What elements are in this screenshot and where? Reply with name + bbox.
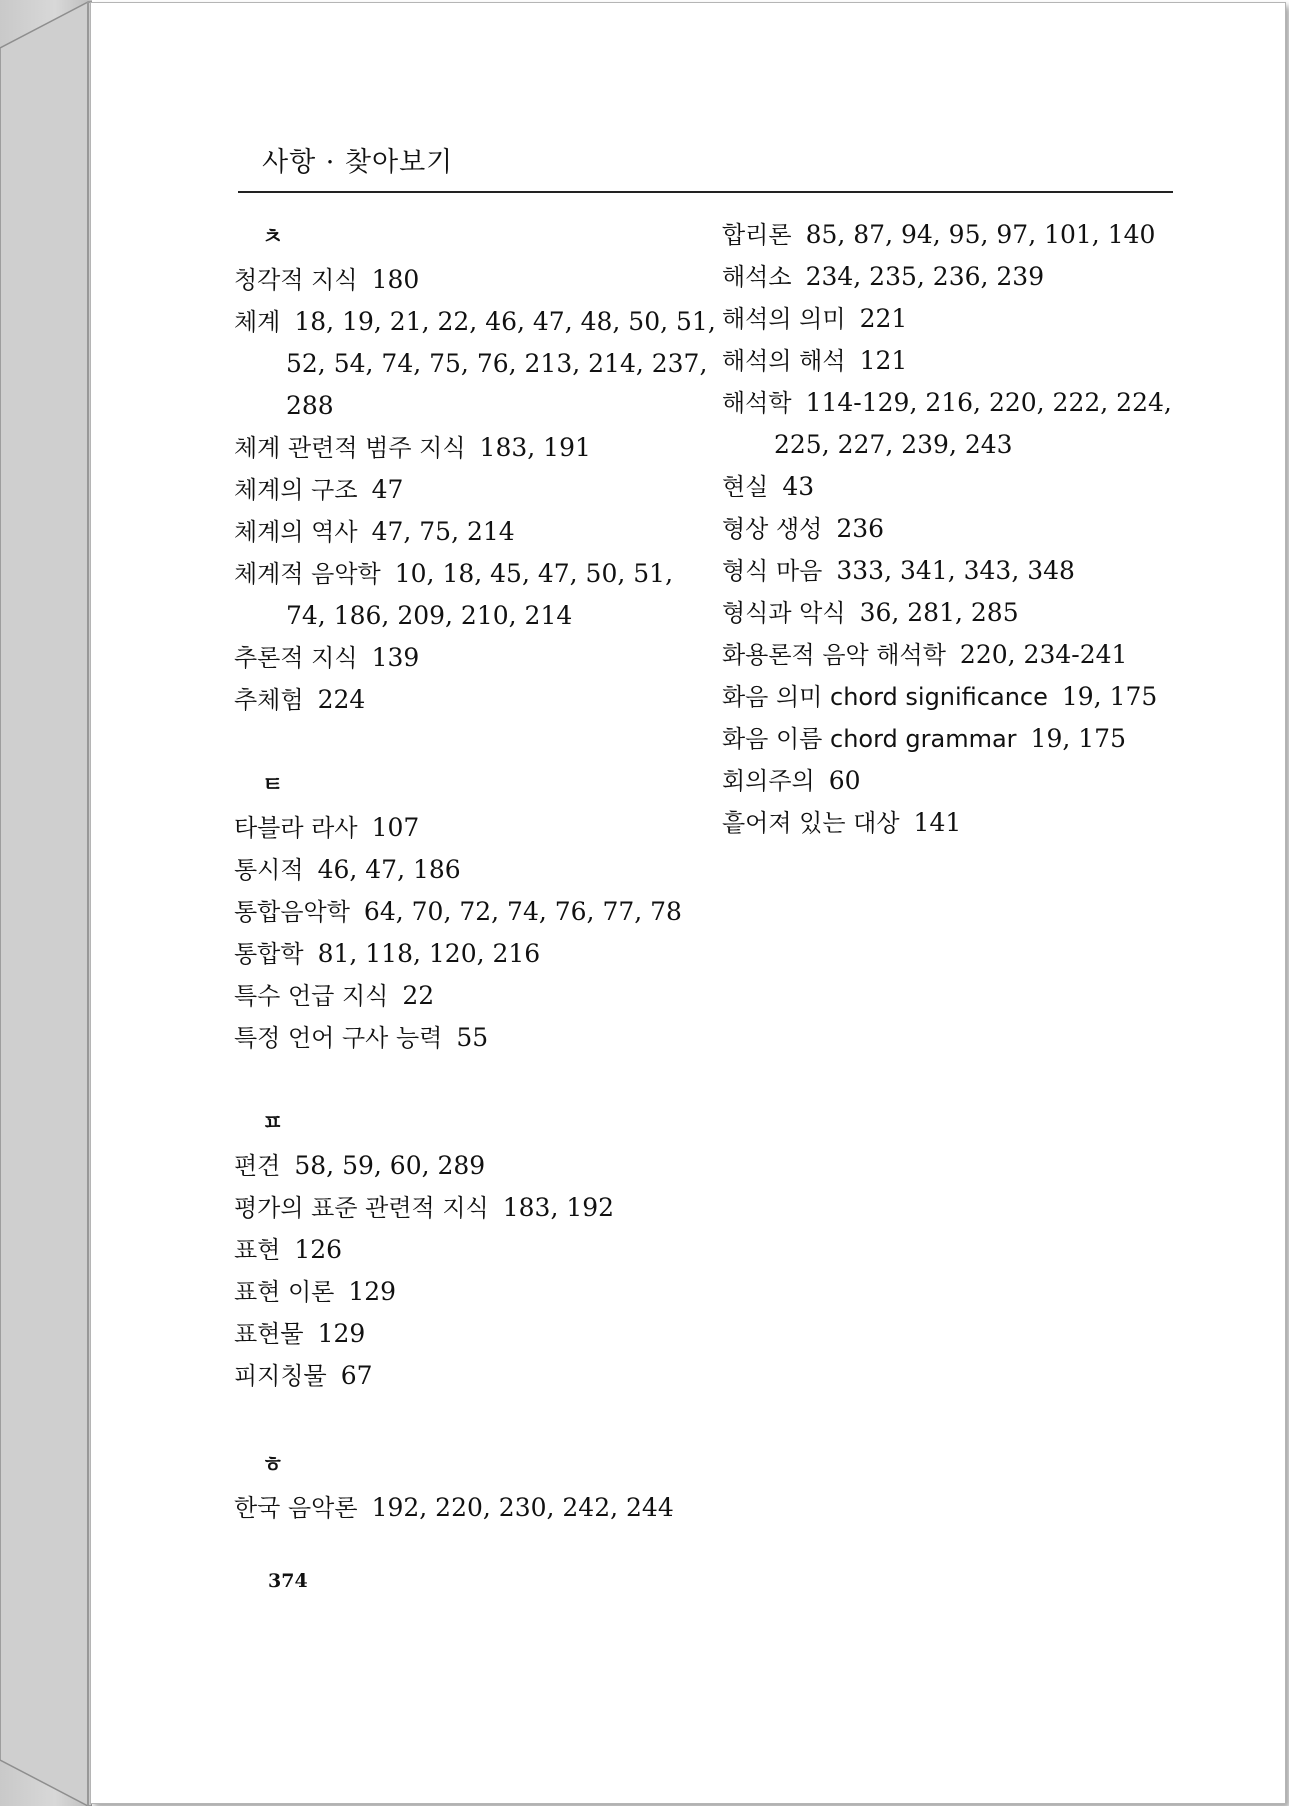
index-entry — [234, 1187, 614, 1229]
index-entry — [722, 508, 884, 550]
index-term: 화음 의미 chord significance — [722, 683, 1048, 711]
index-entry — [234, 975, 434, 1017]
index-pages: 85, 87, 94, 95, 97, 101, 140 — [805, 220, 1156, 249]
index-pages: 58, 59, 60, 289 — [294, 1151, 486, 1180]
index-term: 추체험 — [234, 686, 304, 714]
index-term: 표현 이론 — [234, 1278, 335, 1306]
index-term: 추론적 지식 — [234, 644, 358, 672]
section-letter: ㅎ — [262, 1452, 284, 1478]
index-pages-continued: 225, 227, 239, 243 — [774, 430, 1013, 459]
index-term: 통합학 — [234, 940, 304, 968]
index-term: 특정 언어 구사 능력 — [234, 1024, 443, 1052]
index-entry — [234, 849, 461, 891]
index-entry — [234, 637, 419, 679]
index-term: 화용론적 음악 해석학 — [722, 641, 946, 669]
index-pages: 55 — [456, 1023, 489, 1052]
index-pages: 180 — [371, 265, 420, 294]
index-entry — [722, 634, 1127, 676]
index-entry — [722, 340, 907, 382]
index-pages: 47, 75, 214 — [371, 517, 515, 546]
index-term: 합리론 — [722, 221, 792, 249]
index-pages-continued: 288 — [286, 391, 334, 420]
index-entry — [722, 802, 961, 844]
index-term: 체계적 음악학 — [234, 560, 381, 588]
index-entry — [234, 301, 716, 427]
index-term: 한국 음악론 — [234, 1494, 358, 1522]
index-pages: 192, 220, 230, 242, 244 — [371, 1493, 674, 1522]
index-entry — [722, 382, 1172, 466]
index-term: 체계 관련적 범주 지식 — [234, 434, 466, 462]
index-entry — [234, 891, 682, 933]
index-entry — [234, 1229, 342, 1271]
index-entry — [722, 760, 861, 802]
index-term: 통합음악학 — [234, 898, 350, 926]
book-spine — [0, 0, 92, 1806]
index-entry — [234, 1017, 488, 1059]
index-pages: 126 — [294, 1235, 343, 1264]
index-term: 특수 언급 지식 — [234, 982, 389, 1010]
index-term: 피지칭물 — [234, 1362, 327, 1390]
index-term: 화음 이름 chord grammar — [722, 725, 1017, 753]
index-entry — [234, 1145, 485, 1187]
index-pages: 22 — [402, 981, 435, 1010]
section-letter: ㅍ — [262, 1110, 284, 1136]
index-pages: 236 — [836, 514, 885, 543]
index-pages: 64, 70, 72, 74, 76, 77, 78 — [363, 897, 682, 926]
spine-edge — [0, 0, 92, 1806]
index-pages: 81, 118, 120, 216 — [317, 939, 541, 968]
index-pages: 183, 192 — [502, 1193, 615, 1222]
index-entry — [722, 676, 1157, 718]
index-pages: 47 — [371, 475, 404, 504]
index-pages: 333, 341, 343, 348 — [836, 556, 1075, 585]
index-term: 체계 — [234, 308, 281, 336]
index-term: 형상 생성 — [722, 515, 823, 543]
index-term: 해석학 — [722, 389, 792, 417]
index-entry — [234, 553, 673, 637]
index-entry — [722, 214, 1155, 256]
index-pages: 139 — [371, 643, 420, 672]
index-term: 표현 — [234, 1236, 281, 1264]
index-pages: 129 — [317, 1319, 366, 1348]
index-entry — [234, 1355, 373, 1397]
index-entry — [234, 679, 365, 721]
index-pages: 43 — [782, 472, 815, 501]
index-term: 타블라 라사 — [234, 814, 358, 842]
index-pages: 10, 18, 45, 47, 50, 51, — [394, 559, 674, 588]
index-term: 청각적 지식 — [234, 266, 358, 294]
index-entry — [234, 1487, 674, 1529]
index-entry — [234, 1313, 365, 1355]
index-pages: 46, 47, 186 — [317, 855, 461, 884]
index-term: 형식과 악식 — [722, 599, 846, 627]
index-entry — [722, 466, 814, 508]
index-pages: 224 — [317, 685, 366, 714]
index-term: 해석의 해석 — [722, 347, 846, 375]
index-pages-continued: 52, 54, 74, 75, 76, 213, 214, 237, — [286, 349, 708, 378]
page-number: 374 — [268, 1570, 308, 1592]
running-header: 사항 · 찾아보기 — [262, 147, 454, 178]
index-term: 표현물 — [234, 1320, 304, 1348]
index-term: 편견 — [234, 1152, 281, 1180]
index-term: 평가의 표준 관련적 지식 — [234, 1194, 489, 1222]
index-pages: 60 — [828, 766, 861, 795]
index-pages: 234, 235, 236, 239 — [805, 262, 1045, 291]
index-entry — [722, 298, 907, 340]
index-entry — [234, 259, 419, 301]
index-entry — [722, 550, 1075, 592]
index-term: 해석소 — [722, 263, 792, 291]
index-pages: 114-129, 216, 220, 222, 224, — [805, 388, 1172, 417]
index-entry — [722, 256, 1044, 298]
index-term: 체계의 역사 — [234, 518, 358, 546]
index-pages: 183, 191 — [479, 433, 591, 462]
index-pages: 18, 19, 21, 22, 46, 47, 48, 50, 51, — [294, 307, 716, 336]
index-entry — [722, 592, 1019, 634]
section-letter: ㅌ — [262, 772, 284, 798]
index-pages: 19, 175 — [1030, 724, 1126, 753]
index-term: 해석의 의미 — [722, 305, 846, 333]
index-term: 현실 — [722, 473, 769, 501]
index-entry — [234, 427, 591, 469]
index-pages: 19, 175 — [1061, 682, 1158, 711]
index-entry — [234, 807, 419, 849]
index-entry — [234, 469, 403, 511]
index-pages: 141 — [913, 808, 962, 837]
index-term: 형식 마음 — [722, 557, 823, 585]
index-term: 통시적 — [234, 856, 304, 884]
index-entry — [234, 933, 540, 975]
index-term: 체계의 구조 — [234, 476, 358, 504]
index-pages: 121 — [859, 346, 908, 375]
index-pages: 36, 281, 285 — [859, 598, 1019, 627]
index-pages-continued: 74, 186, 209, 210, 214 — [286, 601, 573, 630]
index-term: 회의주의 — [722, 767, 815, 795]
index-pages: 221 — [859, 304, 908, 333]
section-letter: ㅊ — [262, 224, 284, 250]
index-pages: 220, 234-241 — [959, 640, 1128, 669]
header-rule — [238, 191, 1173, 193]
index-entry — [722, 718, 1126, 760]
index-term: 흩어져 있는 대상 — [722, 809, 900, 837]
index-pages: 67 — [340, 1361, 373, 1390]
index-pages: 129 — [348, 1277, 397, 1306]
index-entry — [234, 1271, 396, 1313]
index-entry — [234, 511, 515, 553]
index-pages: 107 — [371, 813, 420, 842]
